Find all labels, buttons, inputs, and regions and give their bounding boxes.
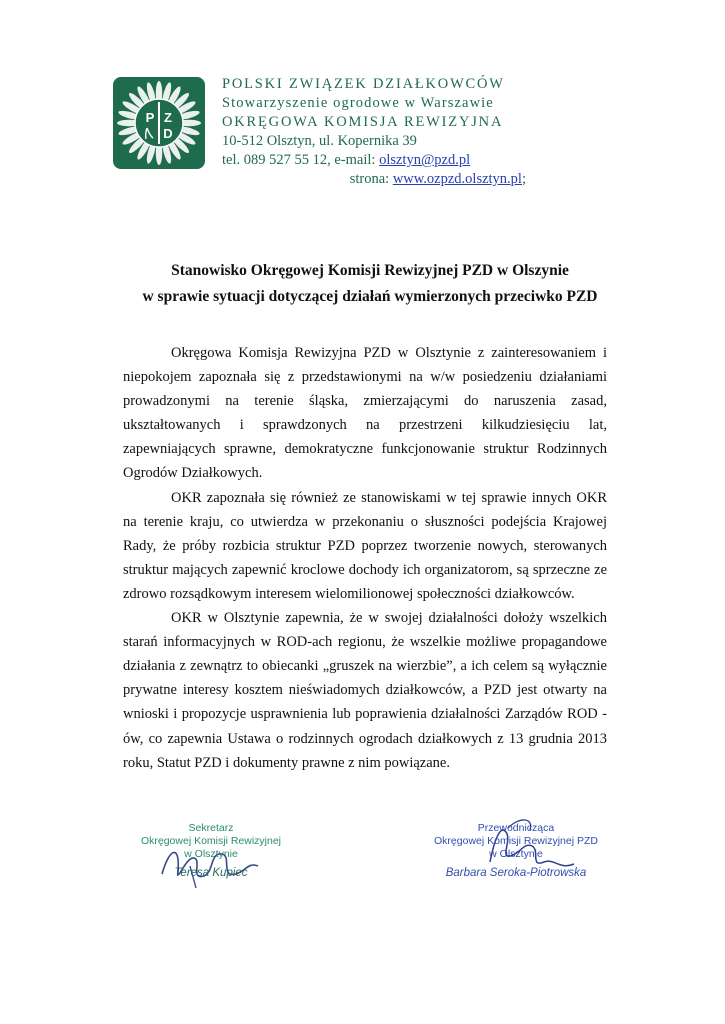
website-link[interactable]: www.ozpzd.olsztyn.pl [392, 171, 522, 187]
sig-role: Przewodnicząca [477, 822, 555, 834]
title-line-2: w sprawie sytuacji dotyczącej działań wymierzonych przeciwko PZD [142, 288, 598, 305]
document-body [123, 341, 607, 775]
paragraph: OKR zapoznała się również ze stanowiskami w tej sprawie innych OKR na terenie kraju, co utwierdza w przekonaniu o słuszności podejścia Krajowej Rady, że próby rozbicia struktur PZD poprzez tworzenie nowych, sterowanych struktur mających zapewnić kroclowe dochody ich organizatorom, są sprzeczne ze zdrowo rozsądkowym interesem wielomilionowej społeczności działkowców. [123, 489, 607, 602]
logo-letter-d: D [163, 126, 173, 141]
pzd-logo-emblem [112, 76, 206, 170]
logo-letter-z: Z [164, 110, 172, 125]
signature-chairwoman [416, 822, 616, 880]
email-link[interactable]: olsztyn@pzd.pl [379, 152, 471, 168]
sig-body: Okręgowej Komisji Rewizyjnej PZD [434, 835, 598, 847]
sig-role: Sekretarz [188, 822, 234, 834]
association-name: Stowarzyszenie ogrodowe w Warszawie [222, 95, 494, 111]
org-name: POLSKI ZWIĄZEK DZIAŁKOWCÓW [222, 76, 505, 92]
paragraph: Okręgowa Komisja Rewizyjna PZD w Olsztynie z zainteresowaniem i niepokojem zapoznała się z przedstawionymi na w/w posiedzeniu działaniami prowadzonymi na terenie śląska, zmierzającymi do naruszenia zasad, ukształtowanych i sprawdzonych na przestrzeni kilkudziesięciu lat, zapewniających sprawne, demokratyczne funkcjonowanie struktur Rodzinnych Ogrodów Działkowych. [123, 345, 607, 482]
document-title [60, 258, 680, 310]
signature-secretary [136, 822, 286, 880]
letterhead [222, 75, 552, 189]
sig-place: w Olsztynie [489, 848, 543, 860]
contact-line [222, 151, 552, 170]
web-prefix: strona: [349, 171, 393, 187]
commission-name: OKRĘGOWA KOMISJA REWIZYJNA [222, 114, 504, 130]
contact-prefix: tel. 089 527 55 12, e-mail: [222, 152, 380, 168]
address: 10-512 Olsztyn, ul. Kopernika 39 [222, 133, 417, 149]
sig-place: w Olsztynie [184, 848, 238, 860]
sig-name: Teresa Kupiec [174, 867, 248, 879]
title-line-1: Stanowisko Okręgowej Komisji Rewizyjnej PZD w Olszynie [171, 262, 569, 279]
sig-name: Barbara Seroka-Piotrowska [445, 867, 587, 879]
sig-body: Okręgowej Komisji Rewizyjnej [140, 835, 282, 847]
paragraph: OKR w Olsztynie zapewnia, że w swojej działalności dołoży wszelkich starań informacyjnych w ROD-ach regionu, że wszelkie możliwe propagandowe działania z zewnątrz to obiecanki „gruszek na wierzbie”, a ich celem są wyłącznie prywatne interesy kosztem nieświadomych działkowców, a PZD jest otwarty na wnioski i propozycje usprawnienia lub poprawienia działalności Zarządów ROD - ów, co zapewnia Ustawa o rodzinnych ogrodach działkowych z 13 grudnia 2013 roku, Statut PZD i dokumenty prawne z nim powiązane. [123, 610, 607, 771]
pzd-logo [112, 76, 206, 170]
logo-letter-p: P [145, 110, 155, 125]
website-line [222, 170, 552, 189]
web-suffix: ; [521, 171, 526, 187]
